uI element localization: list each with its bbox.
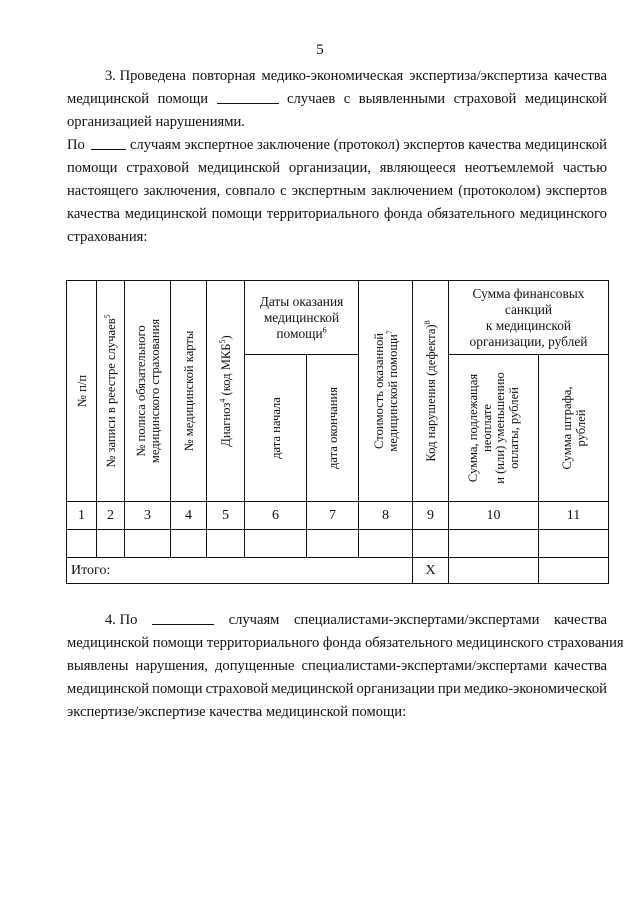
para2-word: частью xyxy=(562,160,607,176)
header-cell-registry xyxy=(97,281,125,502)
para2-word: с xyxy=(280,183,287,199)
section-4-cases-blank[interactable] xyxy=(152,609,214,625)
section-3-paragraph-2 xyxy=(67,134,607,249)
section-3-word: медицинской xyxy=(67,91,150,107)
header-cell-cost xyxy=(359,281,413,502)
section-4-word: при xyxy=(437,681,461,697)
header-violation-code: Код нарушения (дефекта)$^8$ xyxy=(422,320,438,462)
header-sanctions-group: Сумма финансовых санкций к медицинской организации, рублей xyxy=(449,281,609,355)
cases-count-blank-2[interactable] xyxy=(91,134,126,150)
section-3-word: медико-экономическая xyxy=(261,68,404,84)
para2-word: медицинской xyxy=(197,160,281,176)
header-medical-card: № медицинской карты xyxy=(181,330,196,452)
header-cell-violation-code xyxy=(413,281,449,502)
table-cell[interactable] xyxy=(307,530,359,558)
header-policy-number: № полиса обязательного медицинского страхования xyxy=(133,318,162,464)
para2-word: (протоколом) xyxy=(458,183,541,199)
para2-word: обязательного xyxy=(427,206,515,222)
section-4-line-2 xyxy=(67,632,624,655)
table-cell[interactable] xyxy=(97,530,125,558)
section-3-line-3 xyxy=(67,111,607,134)
section-4-word: страховой xyxy=(205,681,269,697)
para2-word: заключением xyxy=(370,183,454,199)
header-cell-nonpayment xyxy=(449,355,539,502)
section-3-word: повторная xyxy=(192,68,256,84)
para2-word: помощи xyxy=(211,206,263,222)
column-number: 3 xyxy=(125,502,171,530)
para2-line-4 xyxy=(67,203,607,226)
table-cell[interactable] xyxy=(245,530,307,558)
section-4-line-1 xyxy=(67,609,607,632)
section-4-word: помощи xyxy=(152,681,203,697)
para2-line-2 xyxy=(67,157,607,180)
section-4-word: нарушения, xyxy=(135,658,208,674)
header-cell-medcard xyxy=(171,281,207,502)
section-4-word: специалистами-экспертами/экспертами xyxy=(301,658,547,674)
section-3-word: организацией нарушениями. xyxy=(67,114,245,130)
para2-word: неотъемлемой xyxy=(464,160,554,176)
section-4-paragraph xyxy=(67,609,624,724)
table-cell[interactable] xyxy=(207,530,245,558)
table-cell[interactable] xyxy=(125,530,171,558)
column-number: 10 xyxy=(449,502,539,530)
column-number: 9 xyxy=(413,502,449,530)
para2-word: медицинского xyxy=(519,206,607,222)
section-3-word: случаев xyxy=(287,91,336,107)
para2-word: помощи xyxy=(67,160,118,176)
para2-word: совпало xyxy=(225,183,276,199)
page-number: 5 xyxy=(316,42,324,58)
total-fine-cell[interactable] xyxy=(539,558,609,584)
para2-word: являющееся xyxy=(379,160,456,176)
section-3-line-1 xyxy=(67,65,607,88)
header-fine-sum: Сумма штрафа, рублей xyxy=(559,386,588,470)
section-3-line-2 xyxy=(67,88,607,111)
column-number: 11 xyxy=(539,502,609,530)
section-3-word: помощи xyxy=(157,91,209,107)
cases-count-blank[interactable] xyxy=(217,88,279,104)
para2-line-1 xyxy=(67,134,607,157)
para2-word: качества xyxy=(67,206,120,222)
header-cell-row-number xyxy=(67,281,97,502)
para2-word: организации, xyxy=(288,160,371,176)
header-cell-diagnosis xyxy=(207,281,245,502)
section-3-lead: 3. Проведена xyxy=(105,68,187,84)
column-number-row xyxy=(67,502,609,530)
header-diagnosis: Диагноз$^4$ (код МКБ$^5$) xyxy=(217,335,233,447)
section-4-word: качества xyxy=(554,612,607,628)
total-mark: X xyxy=(413,558,449,584)
section-4-word: качества xyxy=(554,658,607,674)
column-number: 7 xyxy=(307,502,359,530)
para2-line-5 xyxy=(67,226,607,249)
total-row xyxy=(67,558,609,584)
header-cost: Стоимость оказанной медицинской помощи$^7$ xyxy=(371,330,400,452)
column-number: 8 xyxy=(359,502,413,530)
section-4-word: случаям xyxy=(228,612,280,628)
column-number: 2 xyxy=(97,502,125,530)
para2-word: страховой xyxy=(126,160,190,176)
column-number: 6 xyxy=(245,502,307,530)
section-3-word: выявленными xyxy=(358,91,446,107)
table-cell[interactable] xyxy=(413,530,449,558)
table-cell[interactable] xyxy=(449,530,539,558)
section-3-word: экспертиза/экспертиза xyxy=(409,68,548,84)
header-cell-end-date xyxy=(307,355,359,502)
section-3-word: медицинской xyxy=(524,91,607,107)
expertise-table xyxy=(66,280,609,584)
section-4-line-5 xyxy=(67,701,607,724)
para2-word: По xyxy=(67,137,85,153)
header-start-date: дата начала xyxy=(268,397,283,459)
para2-word: фонда xyxy=(383,206,423,222)
total-nonpayment-cell[interactable] xyxy=(449,558,539,584)
para2-word: территориального xyxy=(266,206,380,222)
header-registry-record: № записи в реестре случаев$^5$ xyxy=(102,314,118,468)
section-3-word: с xyxy=(343,91,351,107)
header-nonpayment-sum: Сумма, подлежащая неоплате и (или) уменьшению оплаты, рублей xyxy=(465,372,520,484)
header-end-date: дата окончания xyxy=(325,386,340,470)
column-number: 5 xyxy=(207,502,245,530)
header-cell-policy xyxy=(125,281,171,502)
para2-line-3 xyxy=(67,180,607,203)
section-3-word: качества xyxy=(553,68,607,84)
table-cell[interactable] xyxy=(539,530,609,558)
para2-word: заключения, xyxy=(143,183,221,199)
section-4-line-4 xyxy=(67,678,607,701)
header-row-number: № п/п xyxy=(74,374,89,408)
table-cell[interactable] xyxy=(171,530,207,558)
table-cell[interactable] xyxy=(359,530,413,558)
para2-word: экспертов xyxy=(545,183,607,199)
section-4-lead: 4. По xyxy=(105,612,138,628)
para2-word: медицинской xyxy=(124,206,207,222)
total-label: Итого: xyxy=(67,558,413,584)
section-4-word: экспертизе/экспертизе качества медицинской помощи: xyxy=(67,704,407,720)
section-4-word: допущенные xyxy=(215,658,295,674)
section-4-word: специалистами-экспертами/экспертами xyxy=(294,612,540,628)
para2-word: настоящего xyxy=(67,183,139,199)
para2-word: страхования: xyxy=(67,229,148,245)
section-4-word: организации xyxy=(356,681,435,697)
column-number: 4 xyxy=(171,502,207,530)
section-3-word: страховой xyxy=(453,91,517,107)
table-row xyxy=(67,530,609,558)
section-4-word: медицинской xyxy=(271,681,354,697)
header-cell-start-date xyxy=(245,355,307,502)
para2-word: экспертным xyxy=(291,183,366,199)
header-dates-group: Даты оказания медицинской помощи$^6$ xyxy=(245,281,359,355)
section-3-paragraph xyxy=(67,65,607,134)
table-cell[interactable] xyxy=(67,530,97,558)
para2-word: случаям экспертное заключение (протокол) экспертов качества медицинской xyxy=(129,137,607,153)
column-number: 1 xyxy=(67,502,97,530)
header-cell-fine xyxy=(539,355,609,502)
section-4-word: медицинской помощи территориального фонда обязательного медицинского страхования xyxy=(67,635,624,651)
section-4-word: выявлены xyxy=(67,658,129,674)
section-4-word: медицинской xyxy=(67,681,150,697)
section-4-line-3 xyxy=(67,655,607,678)
section-4-word: медико-экономической xyxy=(463,681,607,697)
